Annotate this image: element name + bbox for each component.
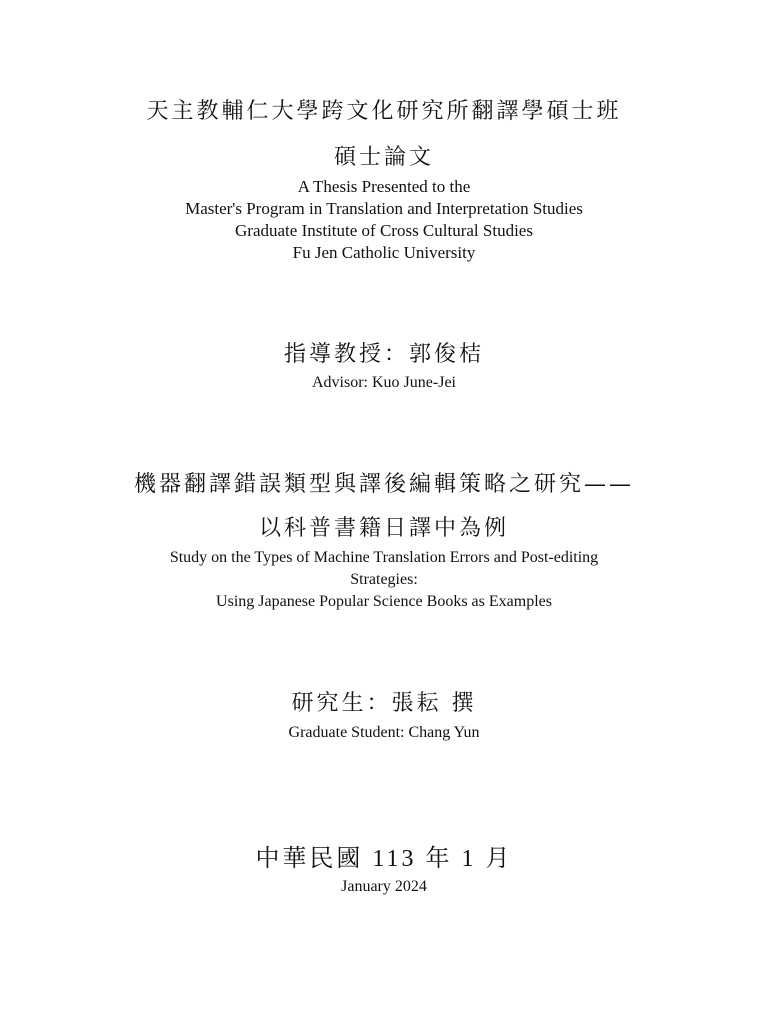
student-zh: 研究生：張耘 撰: [291, 691, 477, 716]
thesis-presented-line: A Thesis Presented to the: [297, 177, 471, 196]
program-name-line: Master's Program in Translation and Interpretation Studies: [185, 199, 583, 218]
date-en: January 2024: [341, 878, 427, 895]
student-en: Graduate Student: Chang Yun: [288, 724, 480, 741]
thesis-title-zh-line2: 以科普書籍日譯中為例: [258, 516, 509, 541]
thesis-title-en-line2: Strategies:: [350, 571, 418, 588]
advisor-en: Advisor: Kuo June-Jei: [312, 374, 456, 391]
thesis-title-en-line1: Study on the Types of Machine Translation Errors and Post-editing: [169, 549, 599, 566]
advisor-zh: 指導教授：郭俊桔: [283, 342, 484, 367]
thesis-type-zh: 碩士論文: [333, 145, 434, 170]
university-name-line: Fu Jen Catholic University: [292, 243, 476, 262]
date-zh: 中華民國 113 年 1 月: [255, 846, 513, 872]
institute-name-line: Graduate Institute of Cross Cultural Studies: [235, 221, 533, 240]
thesis-title-en-line3: Using Japanese Popular Science Books as Examples: [216, 593, 552, 610]
thesis-title-zh-line1: 機器翻譯錯誤類型與譯後編輯策略之研究——: [133, 472, 634, 497]
institution-title-zh: 天主教輔仁大學跨文化研究所翻譯學碩士班: [146, 99, 622, 124]
